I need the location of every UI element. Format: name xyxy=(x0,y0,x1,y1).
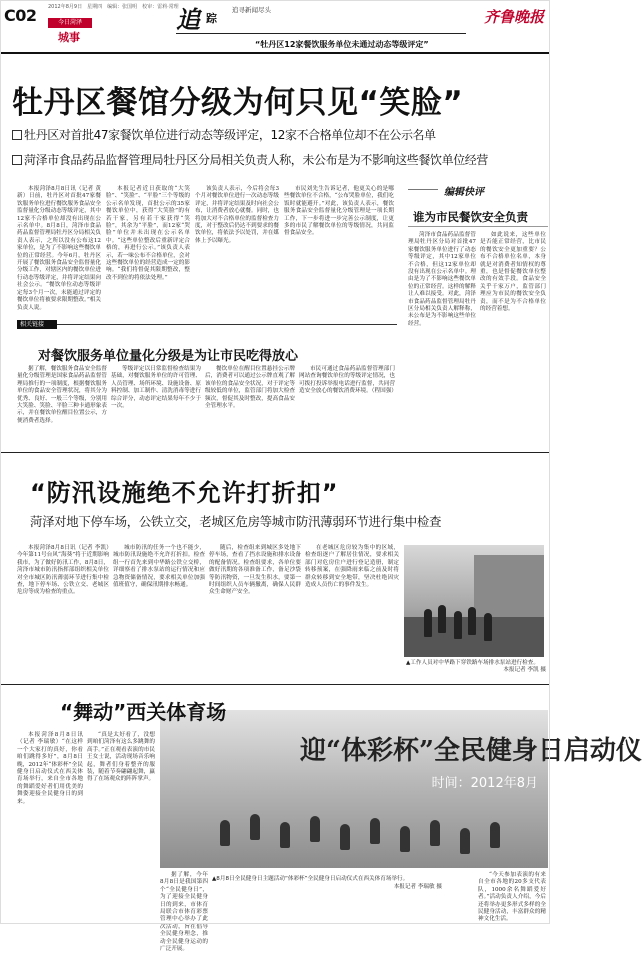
related-column-3: 餐饮单位在醒目位置悬挂公示牌后，消费者可以通过公示牌直观了解该单位的食品安全状况，对于评定等级较低的单位，监管部门将加大检查频次，督促其及时整改，提高食品安全管理水平。 xyxy=(205,366,295,410)
section-name: 城事 xyxy=(58,31,80,44)
story2-column-1: 本报菏泽8月8日讯（记者 李凯）今年第11号台风“海葵”将于近期影响我市，为了做好防汛工作，8月8日，菏泽市城市防汛指挥部组织相关单位对全市城区防汛薄弱环节进行集中检查，地下停车场、公铁立交、老城区危房等成为检查的重点。 xyxy=(17,545,109,596)
photo-dancer xyxy=(400,826,410,852)
photo-caption-text: ▲工作人员对中华路下穿铁路车场排水泵站进行检查。 xyxy=(406,660,539,666)
photo-banner-text: 迎“体彩杯”全民健身日启动仪 xyxy=(300,736,642,766)
photo-caption-text: ▲8月8日全民健身日主题活动“体彩杯”全民健身日启动仪式在西关体育场举行。 xyxy=(212,876,409,882)
subheadline-b xyxy=(12,151,488,168)
photo-fitness-caption xyxy=(212,875,472,891)
related-column-2: 等级评定以日常监督检查结果为基础，对餐饮服务单位的许可管理、人员管理、场所环境、设施设备、原料控制、加工制作、清洗消毒等进行综合评分，动态评定结果每年不少于一次。 xyxy=(111,366,201,410)
photo-inspection xyxy=(404,545,544,657)
photo-dancer xyxy=(340,824,350,850)
column-news-subtitle: “牡丹区12家餐饮服务单位未通过动态等级评定” xyxy=(255,40,429,49)
commentary-column-2: 如此说来，这些单位是否能正常经营，比市民的餐饮安全更加重要？公布不合格单位名单，本身就是对消费者知情权的尊重，也是督促餐饮单位整改的有效手段。食品安全关乎千家万户，监管部门理应为市民的餐饮安全负责，而不是为不合格单位的经营着想。 xyxy=(480,232,546,313)
photo-person xyxy=(438,605,446,633)
story3-column-1: 本报菏泽8月8日讯（记者 李瑞敏）“在这样一个大家打的真好，你看咱们跳得多好”，8月8日晚，2012年“体彩杯”全民健身日启动仪式在西关体育场举行，来自全市各地的舞蹈爱好者们用优美的舞姿迎接全民健身日的到来。 xyxy=(17,732,83,805)
photo-dancer xyxy=(490,822,500,848)
related-rule xyxy=(57,324,397,325)
story1-column-2: 本报记者近日获取的“大笑脸”、“笑脸”、“平脸”三个等级的公示名单发现，首批公示的35家餐饮单位中，获得“大笑脸”的有若干家，另有若干家获得“笑脸”，其余为“平脸”，而12家“哭脸”单位并未出现在公示名单中。“这些单位整改后重新评定合格的，再进行公示。”该负责人表示，若一味公布不合格单位，会对这些餐饮单位的经营造成一定的影响。“我们将督促其限期整改，整改不到位的将依法处理。” xyxy=(106,186,190,281)
story2-column-3: 随后，检查组来到城区多处地下停车场，查看了挡水设施和排水设备的配备情况。检查组要求，各单位要做好汛期的各项准备工作，备足沙袋等防汛物资，一旦发生积水，要第一时间组织人员车辆撤离，确保人民群众生命财产安全。 xyxy=(209,545,301,596)
photo-dancer xyxy=(430,820,440,846)
related-column-4: 市民可通过食品药品监督管理部门网站查询餐饮单位的等级评定情况，也可拨打投诉举报电话进行监督，共同营造安全放心的餐饮消费环境。（程国强） xyxy=(299,366,397,395)
story1-column-3: 该负责人表示，今后将会每3个月对餐饮单位进行一次动态等级评定，并将评定结果及时向社会公布，让消费者放心就餐。同时，也将加大对不合格单位的监督检查力度，对于整改后仍达不到要求的餐饮单位，将依法予以处罚，并在媒体上予以曝光。 xyxy=(195,186,279,244)
photo-person xyxy=(424,609,432,637)
commentary-title: 谁为市民餐饮安全负责 xyxy=(413,210,528,224)
related-headline: 对餐饮服务单位量化分级是为让市民吃得放心 xyxy=(38,349,299,364)
section-tag: 今日菏泽 xyxy=(48,18,92,28)
photo-dancer xyxy=(460,828,470,854)
section-rule-2 xyxy=(0,684,550,685)
subheadline-b-text: 菏泽市食品药品监督管理局牡丹区分局相关负责人称，未公布是为不影响这些餐饮单位经营 xyxy=(24,153,489,167)
commentary-label-text: 编辑快评 xyxy=(444,187,484,198)
photo-timestamp-text: 时间：2012年8月 xyxy=(431,776,538,791)
column-logo-char-1: 追 xyxy=(176,5,200,34)
photo-dancer xyxy=(250,814,260,840)
photo-dancer xyxy=(370,818,380,844)
commentary-label xyxy=(408,183,548,197)
story2-column-4: 在老城区危房较为集中的区域，检查组逐户了解居住情况，要求相关部门对危房住户进行登记造册，制定转移预案，在强降雨来临之前及时将群众转移到安全地带，坚决杜绝因灾造成人员伤亡的事件发生。 xyxy=(305,545,399,589)
related-column-1: 据了解，餐饮服务食品安全监督量化分级管理是国家食品药品监督管理局推行的一项制度，根据餐饮服务单位的食品安全管理状况，将其分为优秀、良好、一般三个等级，分别用大笑脸、笑脸、平脸三种卡通形象表示，并在餐饮单位醒目位置公示，方便消费者选择。 xyxy=(17,366,107,424)
date-line: 2012年8月9日 星期四 编辑：张国明 校审：雷莉·常理 xyxy=(48,4,179,10)
photo-credit: 本报记者 李瑞敏 摄 xyxy=(393,884,442,890)
brand-logo: 齐鲁晚报 xyxy=(483,8,544,26)
story3-column-2: “真是太好看了，没想到咱们菏泽有这么多跳舞的高手。”正在观看表演的市民王女士说，活动现场音乐响起，舞者们身着整齐的服装，随着节奏翩翩起舞，赢得了在场观众的阵阵掌声。 xyxy=(87,732,155,783)
page-number: C02 xyxy=(4,6,37,25)
column-logo-char-2: 踪 xyxy=(206,12,217,25)
subheadline-a xyxy=(12,126,436,143)
section-rule-1 xyxy=(0,452,550,453)
commentary-rule xyxy=(408,226,548,227)
main-headline: 牡丹区餐馆分级为何只见“笑脸” xyxy=(12,85,464,121)
header-rule xyxy=(0,52,550,54)
photo-wall xyxy=(474,555,544,617)
photo-credit: 本报记者 李凯 摄 xyxy=(503,667,546,674)
column-subline: 追寻新闻尽头 xyxy=(232,6,271,14)
story1-column-4: 市民刘先生告诉记者，他更关心的是哪些餐饮单位不合格，“公布哭脸单位，我们吃饭时就能避开。”对此，该负责人表示，餐饮服务食品安全监督量化分级管理是一项长期工作，下一步将进一步完善公示制度，让更多的市民了解餐饮单位的等级情况，共同监督食品安全。 xyxy=(284,186,394,237)
photo-fitness-event xyxy=(160,710,642,868)
related-label: 相关链接 xyxy=(17,320,57,329)
story2-subheadline: 菏泽对地下停车场，公铁立交，老城区危房等城市防汛薄弱环节进行集中检查 xyxy=(30,514,442,529)
photo-inspection-caption xyxy=(406,660,546,675)
photo-person xyxy=(454,611,462,639)
photo-person xyxy=(468,607,476,635)
commentary-column-1: 菏泽市食品药品监督管理局牡丹区分局对首批47家餐饮服务单位进行了动态等级评定，其中12家单位不合格，但这12家单位却没有出现在公示名单中。理由是为了不影响这些餐饮单位的正常经营。这样的解释让人难以接受。对此，菏泽市食品药品监督管理局牡丹区分局相关负责人解释称，未公布是为不影响这些单位经营。 xyxy=(408,232,476,327)
story2-headline: “防汛设施绝不允许打折扣” xyxy=(30,479,339,507)
column-rule xyxy=(176,33,466,34)
story3-column-4: “今天参加表演的有来自全市各地的20多支代表队，1000余名舞蹈爱好者。”活动负责人介绍，今后还将举办更多形式多样的全民健身活动，丰富群众的精神文化生活。 xyxy=(478,872,546,923)
story3-headline: “舞动”西关体育场 xyxy=(60,700,227,724)
bullet-box-icon xyxy=(12,130,22,140)
commentary-label-rule xyxy=(408,189,438,190)
bullet-box-icon xyxy=(12,155,22,165)
subheadline-a-text: 牡丹区对首批47家餐饮单位进行动态等级评定，12家不合格单位却不在公示名单 xyxy=(24,128,436,142)
photo-dancer xyxy=(220,820,230,846)
photo-person xyxy=(484,613,492,641)
story1-column-1: 本报菏泽8月8日讯（记者 黄新）日前，牡丹区对首批47家餐饮服务单位进行餐饮服务食品安全监督量化分级动态等级评定，其中12家不合格单位却没有出现在公示名单中。8月8日，菏泽市食品药品监督管理局牡丹区分局相关负责人表示，之所以没有公布这12家单位，是为了不影响这些餐饮单位的正常经营。今年6月，牡丹区开展了餐饮服务食品安全监督量化分级工作，对辖区内的餐饮单位进行动态等级评定，并将评定结果向社会公示。“餐饮单位动态等级评定每3个月一次，未能通过评定的餐饮单位将被要求限期整改。”相关负责人说。 xyxy=(17,186,101,311)
story2-column-2: 城市防汛的任务一个也不能少，城市防汛设施绝不允许打折扣。检查组一行首先来到中华路公铁立交桥，详细察看了排水泵站的运行情况和应急物资储备情况，要求相关单位加强值班值守，确保汛期排水畅通。 xyxy=(113,545,205,589)
photo-dancer xyxy=(310,816,320,842)
story3-column-3: 据了解，今年8月8日是我国第四个“全民健身日”，为了迎接全民健身日的到来，市体育局联合市体育彩票管理中心举办了此次活动，旨在倡导全民健身理念，推动全民健身运动的广泛开展。 xyxy=(160,872,208,953)
photo-dancer xyxy=(280,822,290,848)
